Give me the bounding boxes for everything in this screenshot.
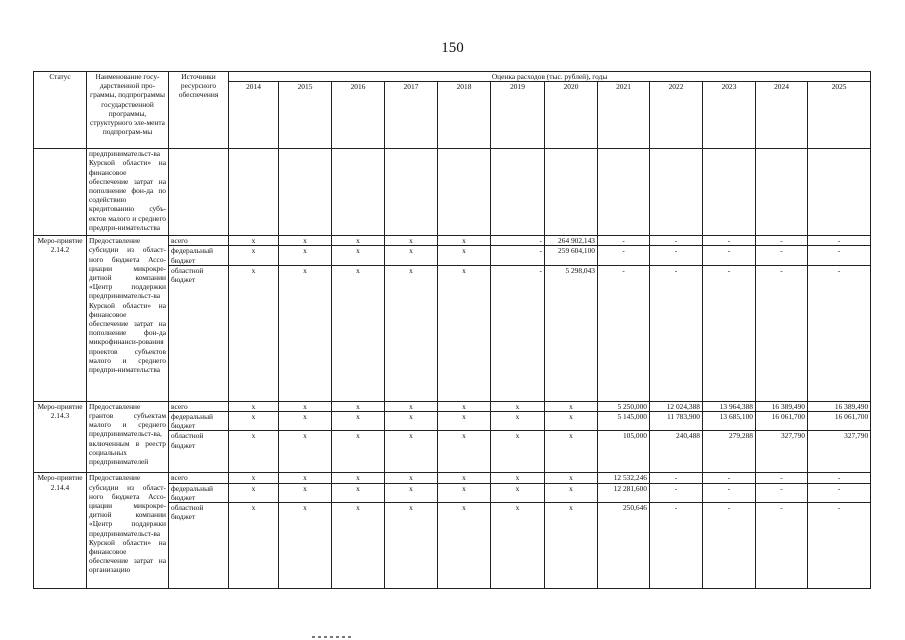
amount-cell — [332, 149, 385, 236]
amount-cell: x — [229, 473, 279, 483]
amount-cell: - — [703, 246, 756, 265]
funding-source-cell: всего — [169, 236, 229, 246]
amount-cell: x — [279, 473, 332, 483]
amount-cell: x — [332, 412, 385, 431]
amount-cell: x — [385, 236, 438, 246]
amount-cell: x — [229, 483, 279, 502]
item-name-cell: предпринимательст-ва Курской области» на финансовое обеспечение затрат на пополнение фон-да по содействию кредитованию субъ-ектов малого и среднего предпри-нимательства — [87, 149, 169, 236]
amount-cell: x — [332, 503, 385, 589]
amount-cell: - — [756, 483, 808, 502]
amount-cell — [756, 149, 808, 236]
funding-source-cell: федеральный бюджет — [169, 246, 229, 265]
amount-cell: x — [332, 473, 385, 483]
header-year: 2024 — [756, 82, 808, 149]
amount-cell: - — [491, 265, 545, 401]
header-name: Наименование госу-дарственной про-граммы, подпрограммы государственной программы, структурного эле-мента подпрограм-мы — [87, 72, 169, 149]
amount-cell: x — [229, 401, 279, 411]
table-row — [34, 473, 871, 483]
amount-cell: - — [756, 246, 808, 265]
amount-cell: - — [598, 246, 650, 265]
amount-cell: - — [703, 483, 756, 502]
amount-cell: 16 389,490 — [756, 401, 808, 411]
amount-cell: x — [438, 236, 491, 246]
header-year: 2017 — [385, 82, 438, 149]
amount-cell: 5 145,000 — [598, 412, 650, 431]
amount-cell: x — [545, 401, 598, 411]
amount-cell — [650, 149, 703, 236]
amount-cell: x — [438, 412, 491, 431]
amount-cell: x — [332, 431, 385, 473]
amount-cell: - — [650, 236, 703, 246]
header-year: 2025 — [808, 82, 871, 149]
amount-cell: x — [491, 473, 545, 483]
amount-cell: x — [545, 473, 598, 483]
page-number: 150 — [441, 40, 464, 56]
amount-cell: x — [438, 473, 491, 483]
amount-cell: 12 024,388 — [650, 401, 703, 411]
amount-cell: - — [808, 473, 871, 483]
amount-cell: x — [229, 246, 279, 265]
item-name-cell: Предоставление субсидии из област-ного бюджета Ассо-циации микрокре-дитной компании «Центр поддержки предпринимательст-ва Курской области» на финансовое обеспечение затрат на пополнение фон-да микрофинанси-рования проектов субъектов малого и среднего предпри-нимательства — [87, 236, 169, 402]
header-year: 2023 — [703, 82, 756, 149]
amount-cell: x — [438, 265, 491, 401]
amount-cell — [438, 149, 491, 236]
amount-cell: x — [332, 246, 385, 265]
amount-cell: x — [332, 483, 385, 502]
amount-cell: x — [438, 483, 491, 502]
header-year: 2022 — [650, 82, 703, 149]
header-year: 2019 — [491, 82, 545, 149]
amount-cell: x — [438, 431, 491, 473]
funding-source-cell: всего — [169, 473, 229, 483]
amount-cell: x — [438, 246, 491, 265]
amount-cell: x — [491, 401, 545, 411]
amount-cell: 5 250,000 — [598, 401, 650, 411]
amount-cell: x — [438, 401, 491, 411]
header-year: 2020 — [545, 82, 598, 149]
scan-artifact — [312, 636, 352, 638]
amount-cell: 12 281,600 — [598, 483, 650, 502]
amount-cell: x — [229, 412, 279, 431]
amount-cell — [808, 149, 871, 236]
amount-cell: x — [385, 265, 438, 401]
header-estimate: Оценка расходов (тыс. рублей), годы — [229, 72, 871, 82]
amount-cell: x — [332, 236, 385, 246]
amount-cell: - — [650, 265, 703, 401]
item-name-cell: Предоставление субсидии из област-ного бюджета Ассо-циации микрокре-дитной компании «Центр поддержки предпринимательст-ва Курской области» на финансовое обеспечение затрат на организацию — [87, 473, 169, 589]
amount-cell: x — [229, 265, 279, 401]
amount-cell — [279, 149, 332, 236]
amount-cell: x — [279, 236, 332, 246]
budget-table — [33, 71, 871, 589]
amount-cell: 13 685,100 — [703, 412, 756, 431]
amount-cell: - — [808, 246, 871, 265]
amount-cell: x — [385, 473, 438, 483]
header-status: Статус — [34, 72, 87, 149]
amount-cell — [598, 149, 650, 236]
amount-cell: x — [385, 412, 438, 431]
amount-cell: - — [756, 473, 808, 483]
amount-cell: - — [756, 503, 808, 589]
amount-cell: x — [545, 503, 598, 589]
amount-cell: x — [491, 431, 545, 473]
header-year: 2021 — [598, 82, 650, 149]
amount-cell: x — [545, 431, 598, 473]
funding-source-cell: областной бюджет — [169, 503, 229, 589]
amount-cell: - — [808, 503, 871, 589]
amount-cell: 327,790 — [756, 431, 808, 473]
amount-cell: 259 604,100 — [545, 246, 598, 265]
funding-source-cell: областной бюджет — [169, 265, 229, 401]
header-year: 2015 — [279, 82, 332, 149]
amount-cell: x — [491, 483, 545, 502]
funding-source-cell: всего — [169, 401, 229, 411]
amount-cell — [385, 149, 438, 236]
amount-cell: - — [756, 236, 808, 246]
amount-cell: - — [808, 483, 871, 502]
amount-cell: 240,488 — [650, 431, 703, 473]
amount-cell: - — [598, 265, 650, 401]
amount-cell: 16 061,700 — [756, 412, 808, 431]
amount-cell: 279,288 — [703, 431, 756, 473]
amount-cell: x — [385, 431, 438, 473]
amount-cell: 16 061,700 — [808, 412, 871, 431]
funding-source-cell: областной бюджет — [169, 431, 229, 473]
amount-cell: - — [650, 483, 703, 502]
amount-cell — [229, 149, 279, 236]
amount-cell: - — [598, 236, 650, 246]
amount-cell: 13 964,388 — [703, 401, 756, 411]
amount-cell: - — [703, 473, 756, 483]
amount-cell: 250,646 — [598, 503, 650, 589]
amount-cell: x — [229, 503, 279, 589]
amount-cell: x — [385, 503, 438, 589]
amount-cell: x — [279, 246, 332, 265]
table-row — [34, 149, 871, 236]
amount-cell: - — [703, 503, 756, 589]
header-source: Источники ресурсного обеспечения — [169, 72, 229, 149]
funding-source-cell: федеральный бюджет — [169, 483, 229, 502]
amount-cell: x — [279, 265, 332, 401]
table-body — [34, 149, 871, 589]
amount-cell: - — [650, 503, 703, 589]
status-cell: Меро-приятие 2.14.4 — [34, 473, 87, 589]
amount-cell: - — [808, 265, 871, 401]
amount-cell: 105,000 — [598, 431, 650, 473]
amount-cell: x — [545, 483, 598, 502]
amount-cell: - — [650, 473, 703, 483]
status-cell: Меро-приятие 2.14.2 — [34, 236, 87, 402]
item-name-cell: Предоставление грантов субъектам малого и среднего предпринимательст-ва, включенным в реестр социальных предпринимателей — [87, 401, 169, 473]
status-cell: Меро-приятие 2.14.3 — [34, 401, 87, 473]
amount-cell: x — [279, 431, 332, 473]
amount-cell: 16 389,490 — [808, 401, 871, 411]
amount-cell: x — [438, 503, 491, 589]
amount-cell: x — [279, 483, 332, 502]
amount-cell: - — [703, 265, 756, 401]
amount-cell: - — [808, 236, 871, 246]
amount-cell: x — [279, 412, 332, 431]
status-cell — [34, 149, 87, 236]
amount-cell: x — [279, 503, 332, 589]
amount-cell: - — [491, 246, 545, 265]
header-year: 2014 — [229, 82, 279, 149]
amount-cell: x — [229, 431, 279, 473]
amount-cell: - — [491, 236, 545, 246]
amount-cell: - — [756, 265, 808, 401]
amount-cell: 5 298,043 — [545, 265, 598, 401]
amount-cell — [545, 149, 598, 236]
header-year: 2018 — [438, 82, 491, 149]
amount-cell: x — [491, 503, 545, 589]
amount-cell — [703, 149, 756, 236]
amount-cell: x — [332, 265, 385, 401]
amount-cell: x — [491, 412, 545, 431]
amount-cell: x — [385, 246, 438, 265]
amount-cell: x — [332, 401, 385, 411]
table-row — [34, 401, 871, 411]
amount-cell: 11 783,900 — [650, 412, 703, 431]
amount-cell: 327,790 — [808, 431, 871, 473]
amount-cell: - — [703, 236, 756, 246]
header-year: 2016 — [332, 82, 385, 149]
amount-cell: 12 532,246 — [598, 473, 650, 483]
funding-source-cell — [169, 149, 229, 236]
amount-cell — [491, 149, 545, 236]
amount-cell: x — [385, 483, 438, 502]
amount-cell: - — [650, 246, 703, 265]
amount-cell: x — [279, 401, 332, 411]
amount-cell: x — [229, 236, 279, 246]
amount-cell: 264 902,143 — [545, 236, 598, 246]
amount-cell: x — [385, 401, 438, 411]
amount-cell: x — [545, 412, 598, 431]
funding-source-cell: федеральный бюджет — [169, 412, 229, 431]
table-row — [34, 236, 871, 246]
